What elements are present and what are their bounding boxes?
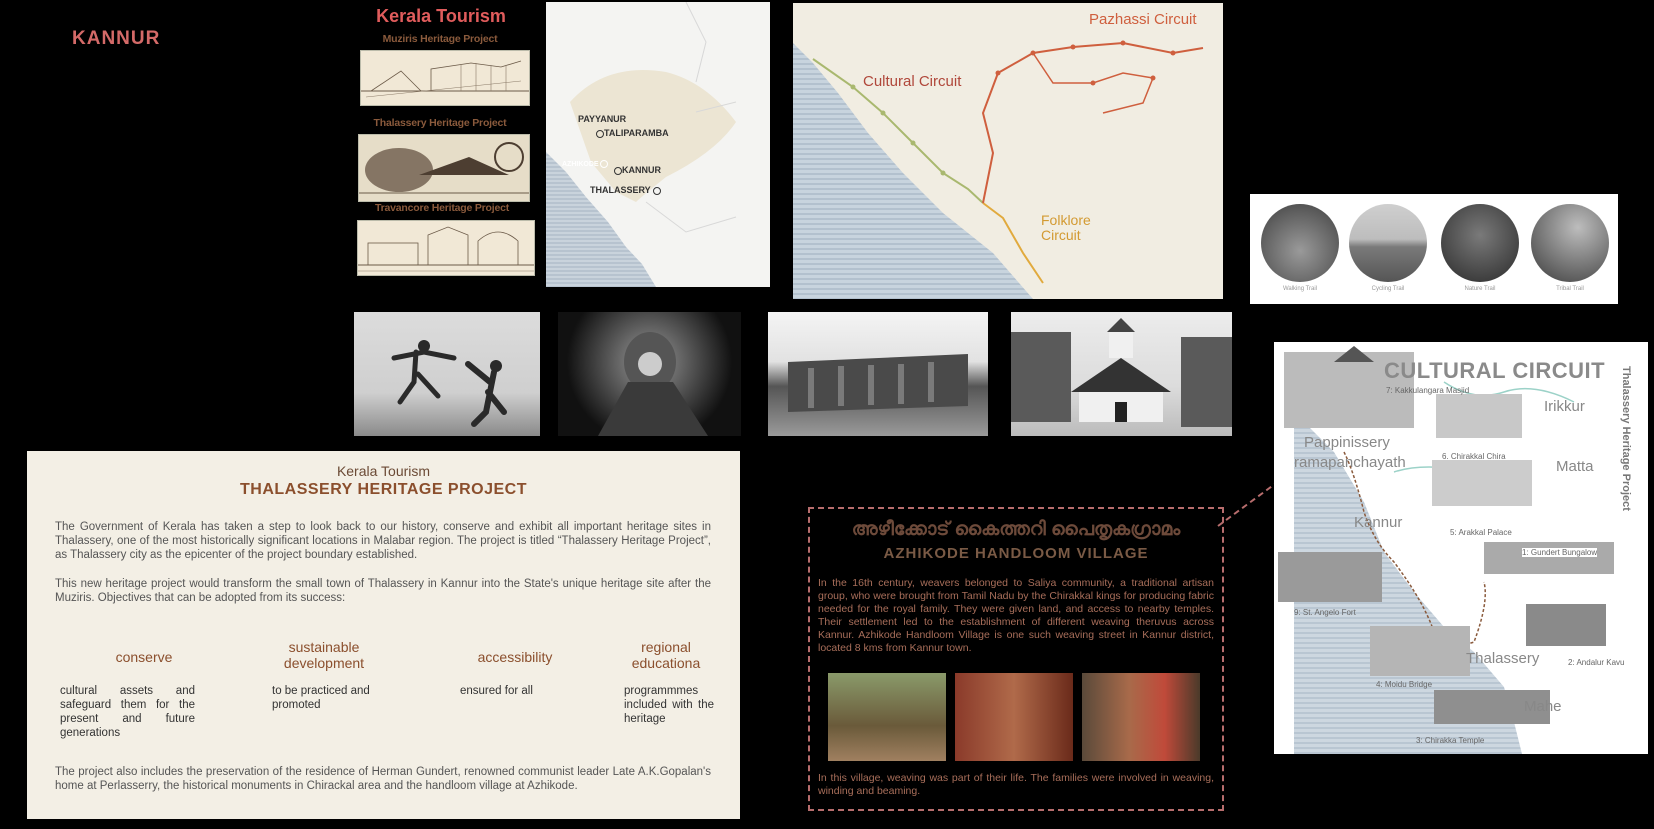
circuit-folklore: Folklore Circuit — [1041, 212, 1091, 243]
trail-nature: Nature Trail — [1440, 204, 1520, 292]
panel-title: THALASSERY HERITAGE PROJECT — [239, 481, 527, 498]
page-title: KANNUR — [72, 28, 161, 49]
location-map — [546, 2, 770, 287]
circuits-map — [793, 3, 1223, 299]
thalassery-label: Thalassery Heritage Project — [373, 117, 507, 129]
site-chirakkal-chira: 6. Chirakkal Chira — [1442, 452, 1506, 461]
town-thalassery: Thalassery — [1466, 650, 1540, 667]
objective-heading-conserve: conserve — [115, 649, 173, 665]
site-moidu-bridge: 4: Moidu Bridge — [1376, 680, 1433, 689]
map-place-payyanur: PAYYANUR — [578, 114, 627, 124]
photo-temple-ruins — [768, 312, 988, 436]
site-arakkal-palace: 5: Arakkal Palace — [1450, 528, 1512, 537]
trails-strip — [1250, 194, 1618, 304]
town-partial: ramapanchayath — [1294, 454, 1406, 471]
panel-paragraph-1: The Government of Kerala has taken a step to look back to our history, conserve and exhibit all important heritage sites in Thalassery, one of the most historically significant locations in Malabar region. The project is titled “Thalassery Heritage Project”, as Thalassery city as the epicenter of the project boundary established. — [55, 521, 711, 561]
site-chirakka-temple: 3: Chirakka Temple — [1416, 736, 1485, 745]
photo-theyyam — [558, 312, 741, 436]
thalassery-sketch — [358, 134, 530, 202]
town-kannur: Kannur — [1354, 514, 1403, 531]
muziris-sketch — [360, 50, 530, 106]
kerala-tourism-title: Kerala Tourism — [376, 6, 506, 26]
objective-text-conserve: cultural assets and safeguard them for the present and future generations — [60, 685, 195, 739]
circuit-cultural: Cultural Circuit — [863, 73, 962, 90]
panel-paragraph-2: This new heritage project would transform the small town of Thalassery in Kannur into the State's unique heritage site after the Muziris. Objectives that can be adopted from its success: — [55, 578, 711, 604]
photo-kalaripayattu — [354, 312, 540, 436]
muziris-label: Muziris Heritage Project — [382, 33, 498, 45]
handloom-paragraph-2: In this village, weaving was part of their life. The families were involved in weaving, winding and beaming. — [818, 772, 1214, 797]
photo-church — [1011, 312, 1232, 436]
objective-heading-sustainable: sustainable development — [283, 639, 365, 671]
site-st-angelo-fort: 9: St. Angelo Fort — [1294, 608, 1356, 617]
objective-text-regional: programmmes included with the heritage — [624, 685, 714, 725]
site-andalur-kavu: 2: Andalur Kavu — [1568, 658, 1625, 667]
photo-handloom — [1082, 673, 1200, 761]
handloom-title-english: AZHIKODE HANDLOOM VILLAGE — [883, 545, 1149, 562]
objective-text-accessibility: ensured for all — [460, 685, 533, 697]
trail-cycling: Cycling Trail — [1348, 204, 1428, 292]
site-kakkulangara: 7: Kakkulangara Masjid — [1386, 386, 1470, 395]
town-matta: Matta — [1556, 458, 1594, 475]
cultural-circuit-map — [1274, 342, 1648, 754]
site-gundert-bungalow: 1: Gundert Bungalow — [1522, 548, 1598, 557]
map-place-kannur: KANNUR — [614, 165, 661, 175]
cultural-circuit-title: CULTURAL CIRCUIT — [1384, 358, 1606, 383]
photo-weaver-spinning — [955, 673, 1073, 761]
circuit-pazhassi: Pazhassi Circuit — [1089, 11, 1197, 28]
map-place-thalassery: THALASSERY — [590, 185, 661, 195]
town-mahe: Mahe — [1524, 698, 1562, 715]
cultural-circuit-side-title: Thalassery Heritage Project — [1620, 366, 1632, 511]
town-pappinissery: Pappinissery — [1304, 434, 1390, 451]
handloom-paragraph-1: In the 16th century, weavers belonged to Saliya community, a traditional artisan group, who were brought from Tamil Nadu by the Chirakkal kings for producing fabric needed for the royal family. They were given land, and access to nearby temples. Their settlement led to the establishment of different weaving theruvus across Kannur. Azhikode Handloom Village is one such weaving street in Kannur district, located 8 kms from Kannur town. — [818, 577, 1214, 654]
trail-tribal: Tribal Trail — [1530, 204, 1610, 292]
heritage-project-panel — [27, 451, 740, 819]
panel-subtitle: Kerala Tourism — [336, 463, 431, 479]
map-place-taliparamba: TALIPARAMBA — [596, 128, 669, 138]
trail-walking: Walking Trail — [1260, 204, 1340, 292]
travancore-sketch — [357, 220, 535, 276]
photo-weaving-street — [828, 673, 946, 761]
objective-text-sustainable: to be practiced and promoted — [272, 685, 370, 711]
handloom-title-malayalam: അഴീക്കോട് കൈത്തറി പൈതൃകഗ്രാമം — [851, 519, 1181, 540]
map-place-azhikode: AZHIKODE — [562, 160, 608, 168]
handloom-village-box — [808, 507, 1224, 811]
town-irikkur: Irikkur — [1544, 398, 1585, 415]
travancore-label: Travancore Heritage Project — [374, 202, 510, 214]
objective-heading-accessibility: accessibility — [477, 649, 553, 665]
objective-heading-regional: regional educationa — [631, 639, 701, 671]
panel-paragraph-3: The project also includes the preservation of the residence of Herman Gundert, renowned communist leader Late A.K.Gopalan's home at Perlasserry, the historical monuments in Chirackal area and the handloom village at Azhikode. — [55, 766, 711, 792]
